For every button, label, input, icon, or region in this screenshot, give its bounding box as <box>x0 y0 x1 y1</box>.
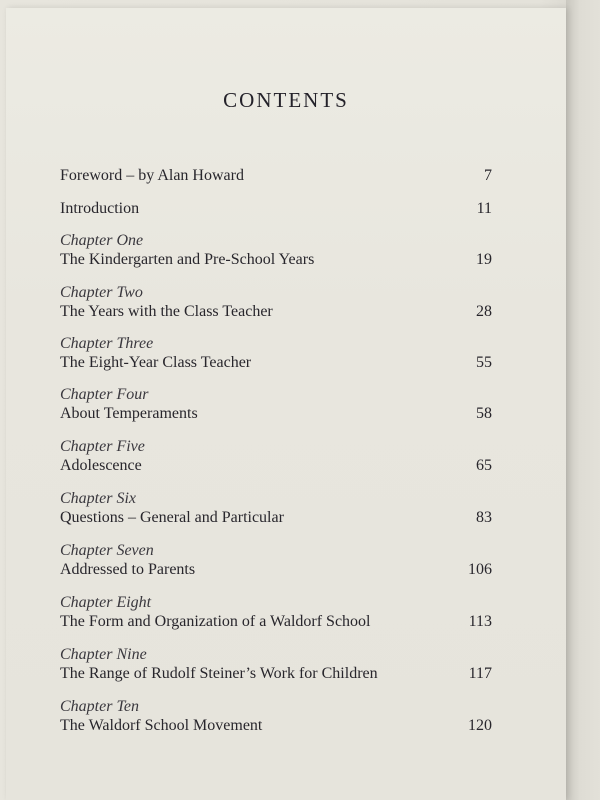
chapter-label: Chapter One <box>60 232 144 249</box>
entry-page: 7 <box>484 167 492 184</box>
toc-entry-chapter-nine <box>60 646 492 684</box>
chapter-label: Chapter Two <box>60 284 143 301</box>
toc-entry-chapter-seven <box>60 542 492 580</box>
entry-page: 106 <box>468 561 492 578</box>
entry-page: 11 <box>476 200 492 217</box>
entry-title: Foreword – by Alan Howard <box>60 167 244 184</box>
toc-entry-chapter-three <box>60 335 492 373</box>
toc-entry-chapter-five <box>60 438 492 476</box>
entry-page: 113 <box>468 613 492 630</box>
toc-entry-introduction <box>60 199 492 219</box>
entry-title: The Eight-Year Class Teacher <box>60 354 252 371</box>
entry-page: 83 <box>476 509 492 526</box>
book-page <box>6 8 566 800</box>
entry-title: The Waldorf School Movement <box>60 717 263 734</box>
entry-page: 117 <box>468 665 492 682</box>
chapter-label: Chapter Nine <box>60 646 147 663</box>
entry-title: The Kindergarten and Pre-School Years <box>60 251 315 268</box>
toc-entry-chapter-eight <box>60 594 492 632</box>
toc-entry-chapter-ten <box>60 698 492 736</box>
toc-entry-chapter-one <box>60 232 492 270</box>
toc-entry-chapter-four <box>60 386 492 424</box>
entry-title: The Range of Rudolf Steiner’s Work for Children <box>60 665 378 682</box>
chapter-label: Chapter Five <box>60 438 145 455</box>
entry-title: Addressed to Parents <box>60 561 196 578</box>
entry-title: Introduction <box>60 200 140 217</box>
entry-title: Questions – General and Particular <box>60 509 284 526</box>
chapter-label: Chapter Six <box>60 490 136 507</box>
toc-entry-foreword <box>60 166 492 186</box>
entry-page: 120 <box>468 717 492 734</box>
chapter-label: Chapter Three <box>60 335 154 352</box>
chapter-label: Chapter Seven <box>60 542 154 559</box>
entry-title: The Form and Organization of a Waldorf School <box>60 613 371 630</box>
entry-title: About Temperaments <box>60 405 198 422</box>
entry-title: The Years with the Class Teacher <box>60 303 273 320</box>
entry-page: 65 <box>476 457 492 474</box>
entry-page: 55 <box>476 354 492 371</box>
page-edge <box>566 0 600 800</box>
entry-page: 28 <box>476 303 492 320</box>
chapter-label: Chapter Eight <box>60 594 152 611</box>
toc-entry-chapter-two <box>60 284 492 322</box>
page-title: CONTENTS <box>223 88 349 112</box>
entry-title: Adolescence <box>60 457 142 474</box>
chapter-label: Chapter Ten <box>60 698 139 715</box>
entry-page: 19 <box>476 251 492 268</box>
toc-entry-chapter-six <box>60 490 492 528</box>
entry-page: 58 <box>476 405 492 422</box>
chapter-label: Chapter Four <box>60 386 149 403</box>
